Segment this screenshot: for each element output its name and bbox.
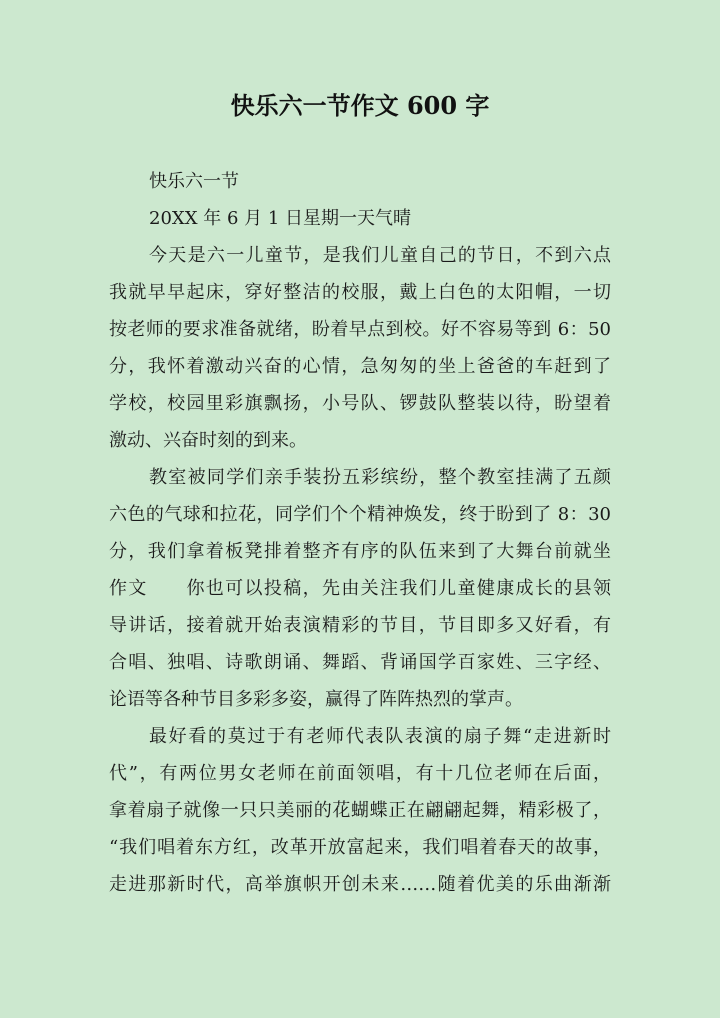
text-line: 作文 你也可以投稿，先由关注我们儿童健康成长的县领 — [109, 578, 611, 599]
document-title: 快乐六一节作文 600 字 — [230, 91, 490, 120]
text-line: 我就早早起床，穿好整洁的校服，戴上白色的太阳帽，一切 — [109, 282, 611, 303]
text-line-subtitle: 快乐六一节 — [149, 171, 239, 192]
text-line: 代”，有两位男女老师在前面领唱，有十几位老师在后面， — [109, 763, 611, 784]
text-line: 今天是六一儿童节，是我们儿童自己的节日，不到六点 — [149, 245, 611, 266]
text-line: 拿着扇子就像一只只美丽的花蝴蝶正在翩翩起舞，精彩极了， — [109, 800, 611, 821]
document-body — [109, 163, 611, 903]
text-line: 导讲话，接着就开始表演精彩的节目，节目即多又好看，有 — [109, 615, 611, 636]
text-line: 激动、兴奋时刻的到来。 — [109, 430, 307, 451]
text-line: 论语等各种节目多彩多姿，赢得了阵阵热烈的掌声。 — [109, 689, 523, 710]
text-line: 最好看的莫过于有老师代表队表演的扇子舞“走进新时 — [149, 726, 611, 747]
text-line: 走进那新时代，高举旗帜开创未来……随着优美的乐曲渐渐 — [109, 874, 611, 895]
text-line-date: 20XX 年 6 月 1 日星期一天气晴 — [149, 208, 412, 229]
text-line: 学校，校园里彩旗飘扬，小号队、锣鼓队整装以待，盼望着 — [109, 393, 611, 414]
text-line: 分，我怀着激动兴奋的心情，急匆匆的坐上爸爸的车赶到了 — [109, 356, 611, 377]
text-line: 合唱、独唱、诗歌朗诵、舞蹈、背诵国学百家姓、三字经、 — [109, 652, 611, 673]
text-line: 教室被同学们亲手装扮五彩缤纷，整个教室挂满了五颜 — [149, 467, 611, 488]
text-line: 分，我们拿着板凳排着整齐有序的队伍来到了大舞台前就坐 — [109, 541, 611, 562]
text-line: “我们唱着东方红，改革开放富起来，我们唱着春天的故事， — [109, 837, 611, 858]
text-line: 六色的气球和拉花，同学们个个精神焕发，终于盼到了 8：30 — [109, 504, 611, 525]
text-line: 按老师的要求准备就绪，盼着早点到校。好不容易等到 6：50 — [109, 319, 611, 340]
